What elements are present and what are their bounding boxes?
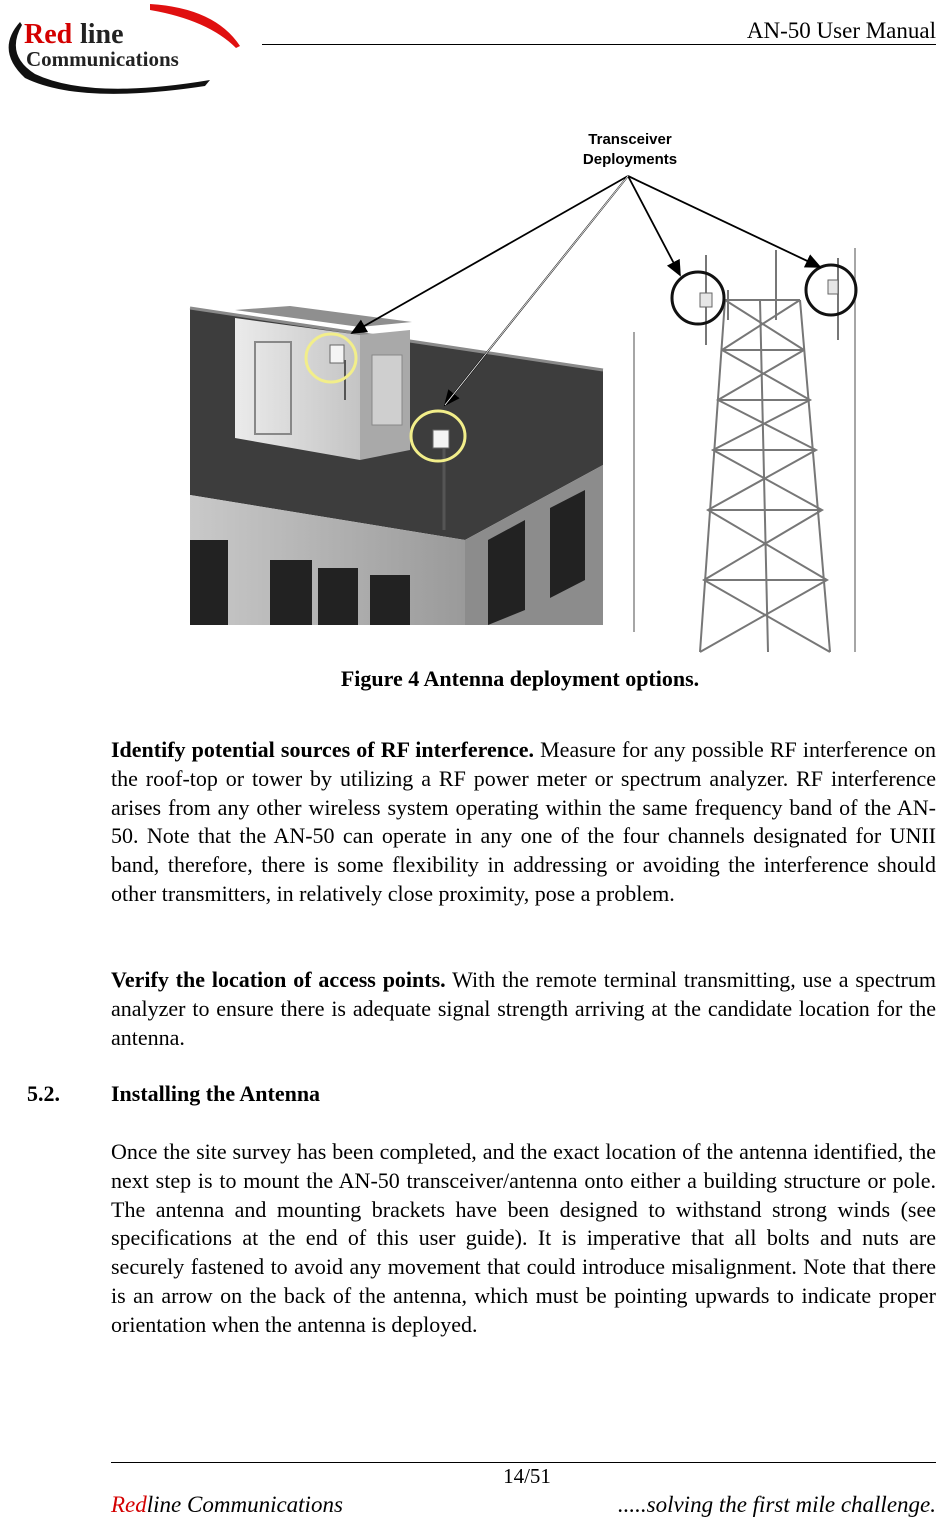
header-rule: [262, 44, 936, 45]
paragraph-rf-interference: [111, 736, 936, 909]
callout-line1: Transceiver: [588, 131, 672, 148]
logo-word-red: Red: [24, 19, 73, 50]
callout-label: [560, 130, 700, 170]
redline-logo: [0, 0, 245, 100]
figure-caption: Figure 4 Antenna deployment options.: [340, 666, 700, 691]
paragraph-installing: Once the site survey has been completed, and the exact location of the antenna identified, the next step is to mount the AN-50 transceiver/antenna onto either a building structure or pole. The antenna and mounting brackets have been designed to withstand strong winds (see specifications at the end of this user guide). It is imperative that all bolts and nuts are securely fastened to avoid any movement that could introduce misalignment. Note that there is an arrow on the back of the antenna, which must be pointing upwards to indicate proper orientation when the antenna is deployed.: [111, 1139, 936, 1337]
p2-lead: Verify the location of access points.: [111, 967, 446, 992]
section-number: 5.2.: [27, 1081, 60, 1106]
footer-rule: [111, 1462, 936, 1463]
footer-tagline: .....solving the first mile challenge.: [617, 1492, 936, 1517]
logo-word-rest: line: [80, 19, 124, 50]
paragraph-access-points: [111, 966, 936, 1052]
manual-title: AN-50 User Manual: [746, 18, 936, 43]
antenna-deployment-figure: [186, 128, 866, 654]
logo-sub: Communications: [26, 47, 179, 71]
p2-text: With the remote terminal transmitting, use a spectrum analyzer to ensure there is adequate signal strength arriving at the candidate location for the antenna.: [111, 967, 936, 1050]
callout-line2: Deployments: [582, 151, 678, 168]
section-title: Installing the Antenna: [111, 1081, 321, 1106]
footer-company: [111, 1492, 343, 1518]
p1-lead: Identify potential sources of RF interference.: [111, 737, 535, 762]
footer-company-rest: line Communications: [146, 1492, 343, 1517]
tower-antenna-circle-left: [672, 272, 724, 324]
page-number: 14/51: [503, 1464, 551, 1488]
p1-text: Measure for any possible RF interference on the roof-top or tower by utilizing a RF power meter or spectrum analyzer. RF interference arises from any other wireless system operating within the same frequency band of the AN-50. Note that the AN-50 can operate in any one of the four channels designated for UNII band, therefore, there is some flexibility in addressing or avoiding the interference should other transmitters, in relatively close proximity, pose a problem.: [111, 737, 936, 906]
footer-company-red: Red: [111, 1492, 147, 1517]
